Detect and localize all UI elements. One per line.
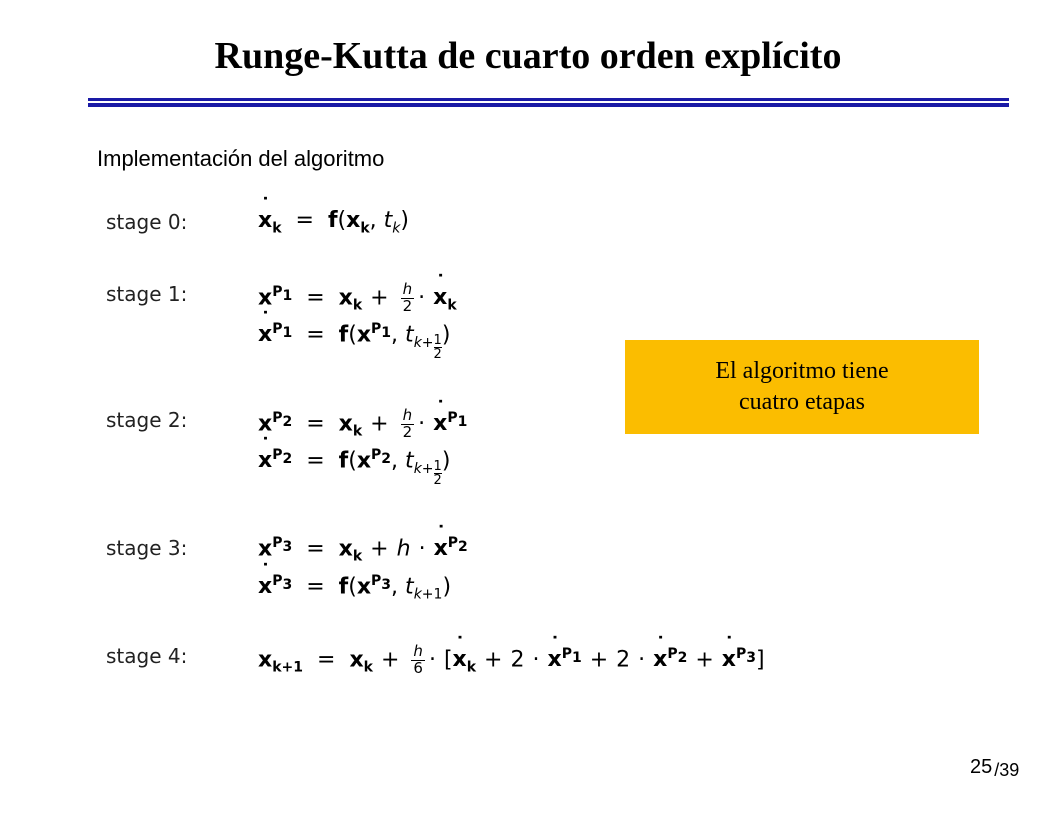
stage-1-equation-b: ˙ $x^{P_1} = f(x^{P_1}$, $t_{k+ \frac{1}{2}}$) — [258, 322, 450, 362]
stage-4-equation: $x_{k+1} = x_k$ + $\frac{h}{6}$ · [˙ $x_k + 2$ ·˙ $x^{P_1} + 2$ ·˙ $x^{P_2}$ +˙ $x^{P_3}$] — [258, 644, 765, 677]
stage-0-label: stage 0: — [106, 210, 188, 234]
stage-3-equation-a: $x^{P_3} = x_k + h$ ·˙ $x^{P_2}$ — [258, 536, 468, 564]
stage-2-equation-b: ˙ $x^{P_2} = f(x^{P_2}$, $t_{k+ \frac{1}{2}}$) — [258, 448, 450, 488]
page-total: /39 — [994, 760, 1020, 780]
callout-note — [625, 340, 979, 434]
callout-note-line-2: cuatro etapas — [739, 389, 865, 415]
stage-0-equation: ˙ $x_k = f(x_k$, $t_k$) — [258, 210, 409, 235]
title-rule-thick — [88, 103, 1009, 107]
slide-title: Runge-Kutta de cuarto orden explícito — [214, 35, 842, 77]
callout-note-line-1: El algoritmo tiene — [715, 357, 889, 384]
page-current: 25 — [970, 756, 993, 778]
page-number — [970, 756, 1019, 779]
stage-3-equation-b: ˙ $x^{P_3} = f(x^{P_3}$, $t_{k+1}$) — [258, 574, 451, 602]
slide-subtitle: Implementación del algoritmo — [97, 146, 385, 171]
stage-1-equation-a: $x^{P_1} = x_k$ + $\frac{h}{2}$ ·˙ $x_k$ — [258, 282, 457, 315]
stage-2-equation-a: $x^{P_2} = x_k$ + $\frac{h}{2}$ ·˙ $x^{P_1}$ — [258, 408, 467, 441]
stage-1-label: stage 1: — [106, 282, 188, 306]
stage-3-label: stage 3: — [106, 536, 188, 560]
title-rule-thin — [88, 98, 1009, 101]
stage-2-label: stage 2: — [106, 408, 188, 432]
stage-4-label: stage 4: — [106, 644, 188, 668]
